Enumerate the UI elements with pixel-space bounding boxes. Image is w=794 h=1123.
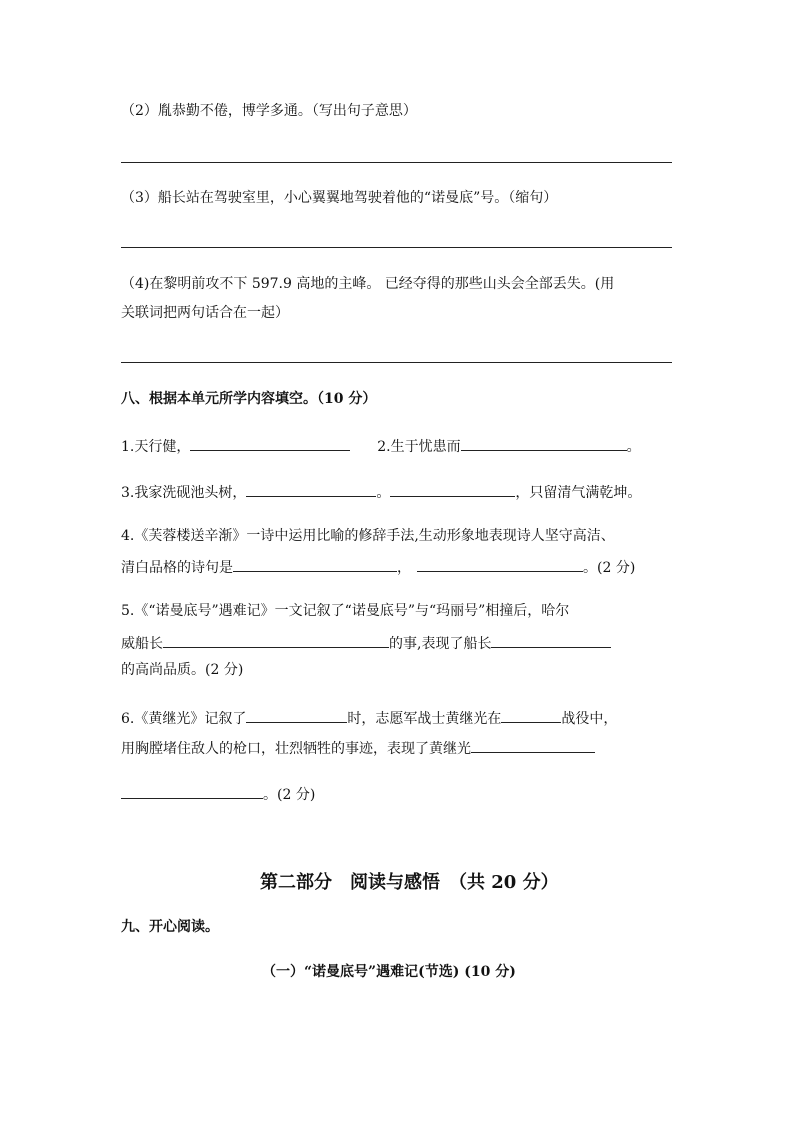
fill-row-3 [121, 481, 641, 502]
part-2-title: 第二部分 阅读与感悟 （共 20 分） [260, 872, 559, 893]
blank-3a[interactable] [246, 481, 376, 497]
question-3: （3）船长站在驾驶室里，小心翼翼地驾驶着他的“诺曼底”号。（缩句） [121, 190, 558, 206]
blank-3b[interactable] [390, 481, 515, 497]
fill-5-label: 威船长 [121, 636, 163, 652]
fill-2-end: 。 [626, 439, 641, 455]
fill-6-mid: 时，志愿军战士黄继光在 [347, 711, 502, 727]
fill-6-end-a: 战役中， [561, 711, 618, 727]
fill-2-label: 2.生于忧患而 [377, 439, 461, 455]
blank-1[interactable] [190, 435, 350, 451]
fill-row-1 [121, 435, 641, 456]
blank-5b[interactable] [491, 632, 611, 648]
answer-line-2[interactable] [121, 162, 672, 163]
fill-5-mid: 的事,表现了船长 [389, 636, 492, 652]
fill-3-end: ，只留清气满乾坤。 [515, 485, 642, 501]
fill-5-line1: 5.《“诺曼底号”遇难记》一文记叙了“诺曼底号”与“玛丽号”相撞后，哈尔 [121, 603, 570, 619]
blank-6a[interactable] [246, 707, 347, 723]
fill-4-comma: ， [397, 560, 411, 576]
fill-4-label: 清白品格的诗句是 [121, 560, 233, 576]
fill-6-line2: 用胸膛堵住敌人的枪口，壮烈牺牲的事迹，表现了黄继光 [121, 741, 471, 757]
fill-3-label: 3.我家洗砚池头树， [121, 485, 247, 501]
section-8-title: 八、根据本单元所学内容填空。（10 分） [121, 391, 377, 407]
fill-row-6b [121, 737, 595, 758]
blank-4a[interactable] [233, 556, 397, 572]
section-9-title: 九、开心阅读。 [121, 919, 219, 935]
blank-6d[interactable] [121, 783, 263, 799]
reading-1-title: （一）“诺曼底号”遇难记(节选) (10 分) [262, 964, 516, 980]
fill-row-6 [121, 707, 617, 728]
fill-row-5 [121, 632, 611, 653]
fill-6-label: 6.《黄继光》记叙了 [121, 711, 247, 727]
blank-6c[interactable] [471, 737, 595, 753]
fill-4-end: 。(2 分) [583, 560, 636, 576]
answer-line-3[interactable] [121, 247, 672, 248]
blank-4b[interactable] [417, 556, 583, 572]
fill-6-end: 。(2 分) [263, 787, 316, 803]
question-2: （2）胤恭勤不倦，博学多通。（写出句子意思） [121, 103, 417, 119]
question-4-line2: 关联词把两句话合在一起） [121, 305, 289, 321]
answer-line-4[interactable] [121, 362, 672, 363]
fill-row-4 [121, 556, 635, 577]
fill-5-line3: 的高尚品质。(2 分) [121, 662, 244, 678]
blank-5a[interactable] [163, 632, 389, 648]
fill-4-line1: 4.《芙蓉楼送辛渐》一诗中运用比喻的修辞手法,生动形象地表现诗人坚守高洁、 [121, 528, 615, 544]
blank-2[interactable] [461, 435, 627, 451]
fill-row-6c [121, 783, 315, 804]
fill-1-label: 1.天行健， [121, 439, 191, 455]
fill-3-mid: 。 [376, 485, 391, 501]
question-4-line1: （4)在黎明前攻不下 597.9 高地的主峰。 已经夺得的那些山头会全部丢失。(用 [121, 276, 615, 292]
blank-6b[interactable] [501, 707, 561, 723]
